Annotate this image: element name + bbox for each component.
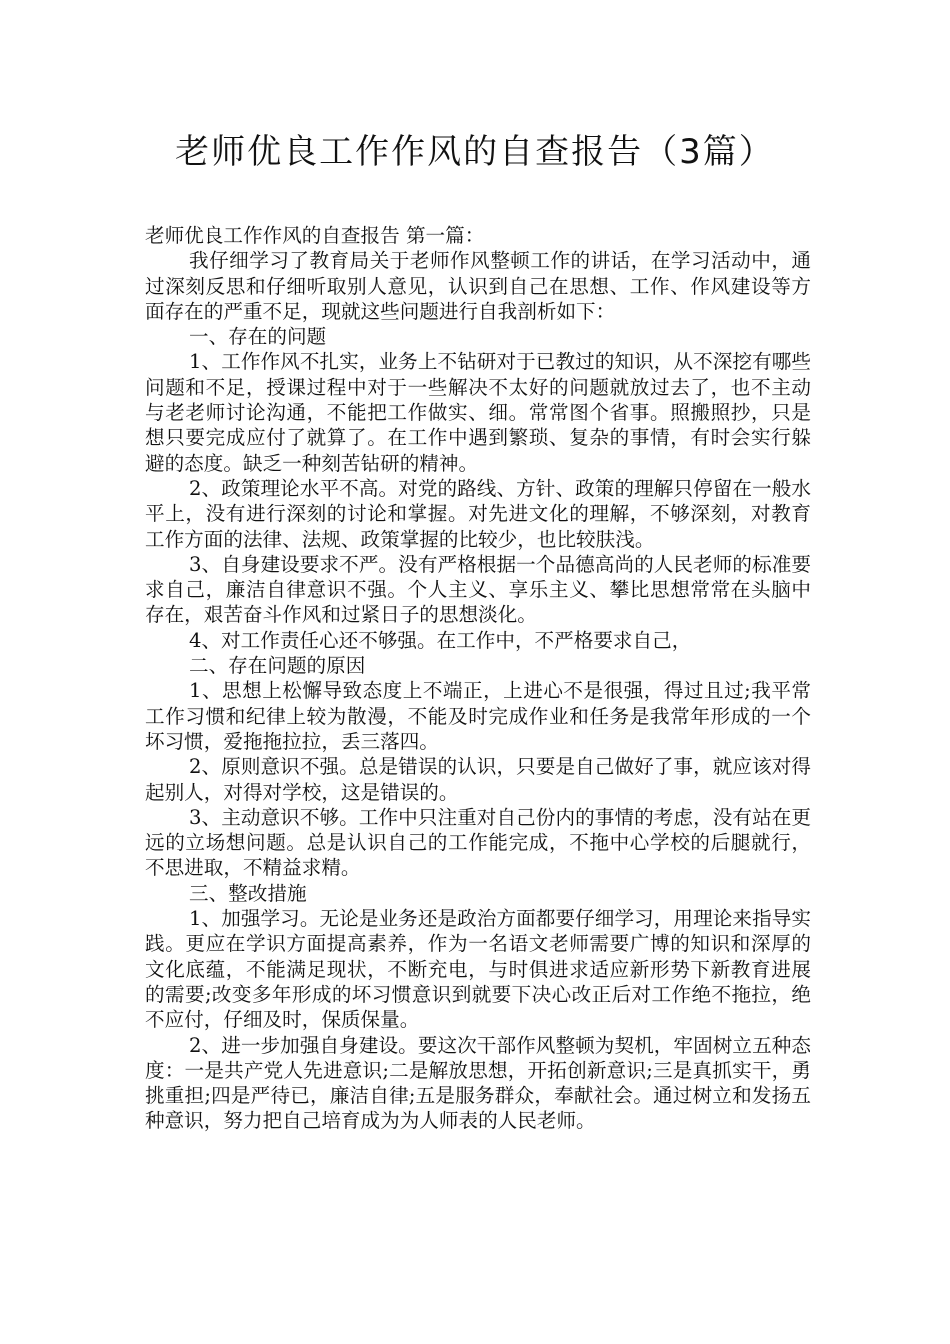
body-paragraph: 1、思想上松懈导致态度上不端正，上进心不是很强，得过且过;我平常工作习惯和纪律上较为散漫，不能及时完成作业和任务是我常年形成的一个坏习惯，爱拖拖拉拉，丢三落四。 [145, 679, 811, 753]
document-body [145, 223, 811, 1134]
body-paragraph: 2、政策理论水平不高。对党的路线、方针、政策的理解只停留在一般水平上，没有进行深刻的讨论和掌握。对先进文化的理解，不够深刻，对教育工作方面的法律、法规、政策掌握的比较少，也比较肤浅。 [145, 476, 811, 551]
body-paragraph: 2、进一步加强自身建设。要这次干部作风整顿为契机，牢固树立五种态度：一是共产党人先进意识;二是解放思想，开拓创新意识;三是真抓实干，勇挑重担;四是严待已，廉洁自律;五是服务群众，奉献社会。通过树立和发扬五种意识，努力把自己培育成为为人师表的人民老师。 [145, 1033, 811, 1133]
body-paragraph: 1、工作作风不扎实，业务上不钻研对于已教过的知识，从不深挖有哪些问题和不足，授课过程中对于一些解决不太好的问题就放过去了，也不主动与老老师讨论沟通，不能把工作做实、细。常常图个省事。照搬照抄，只是想只要完成应付了就算了。在工作中遇到繁琐、复杂的事情，有时会实行躲避的态度。缺乏一种刻苦钻研的精神。 [145, 350, 811, 475]
body-paragraph: 我仔细学习了教育局关于老师作风整顿工作的讲话，在学习活动中，通过深刻反思和仔细听取别人意见，认识到自己在思想、工作、作风建设等方面存在的严重不足，现就这些问题进行自我剖析如下： [145, 249, 811, 323]
body-paragraph: 二、存在问题的原因 [189, 654, 366, 678]
body-paragraph: 三、整改措施 [189, 881, 307, 905]
body-paragraph: 3、自身建设要求不严。没有严格根据一个品德高尚的人民老师的标准要求自己，廉洁自律意识不强。个人主义、享乐主义、攀比思想常常在头脑中存在，艰苦奋斗作风和过紧日子的思想淡化。 [145, 552, 811, 627]
body-paragraph: 1、加强学习。无论是业务还是政治方面都要仔细学习，用理论来指导实践。更应在学识方面提高素养，作为一名语文老师需要广博的知识和深厚的文化底蕴，不能满足现状，不断充电，与时俱进求适应新形势下新教育进展的需要;改变多年形成的坏习惯意识到就要下决心改正后对工作绝不拖拉，绝不应付，仔细及时，保质保量。 [145, 907, 811, 1032]
body-paragraph: 4、对工作责任心还不够强。在工作中，不严格要求自己， [189, 628, 692, 652]
body-paragraph: 2、原则意识不强。总是错误的认识，只要是自己做好了事，就应该对得起别人，对得对学校，这是错误的。 [145, 755, 811, 804]
body-paragraph: 一、存在的问题 [189, 325, 327, 349]
document-title: 老师优良工作作风的自查报告（3篇） [175, 132, 775, 172]
body-paragraph: 老师优良工作作风的自查报告 第一篇： [145, 224, 485, 247]
body-paragraph: 3、主动意识不够。工作中只注重对自己份内的事情的考虑，没有站在更远的立场想问题。总是认识自己的工作能完成，不拖中心学校的后腿就行，不思进取，不精益求精。 [145, 805, 811, 880]
